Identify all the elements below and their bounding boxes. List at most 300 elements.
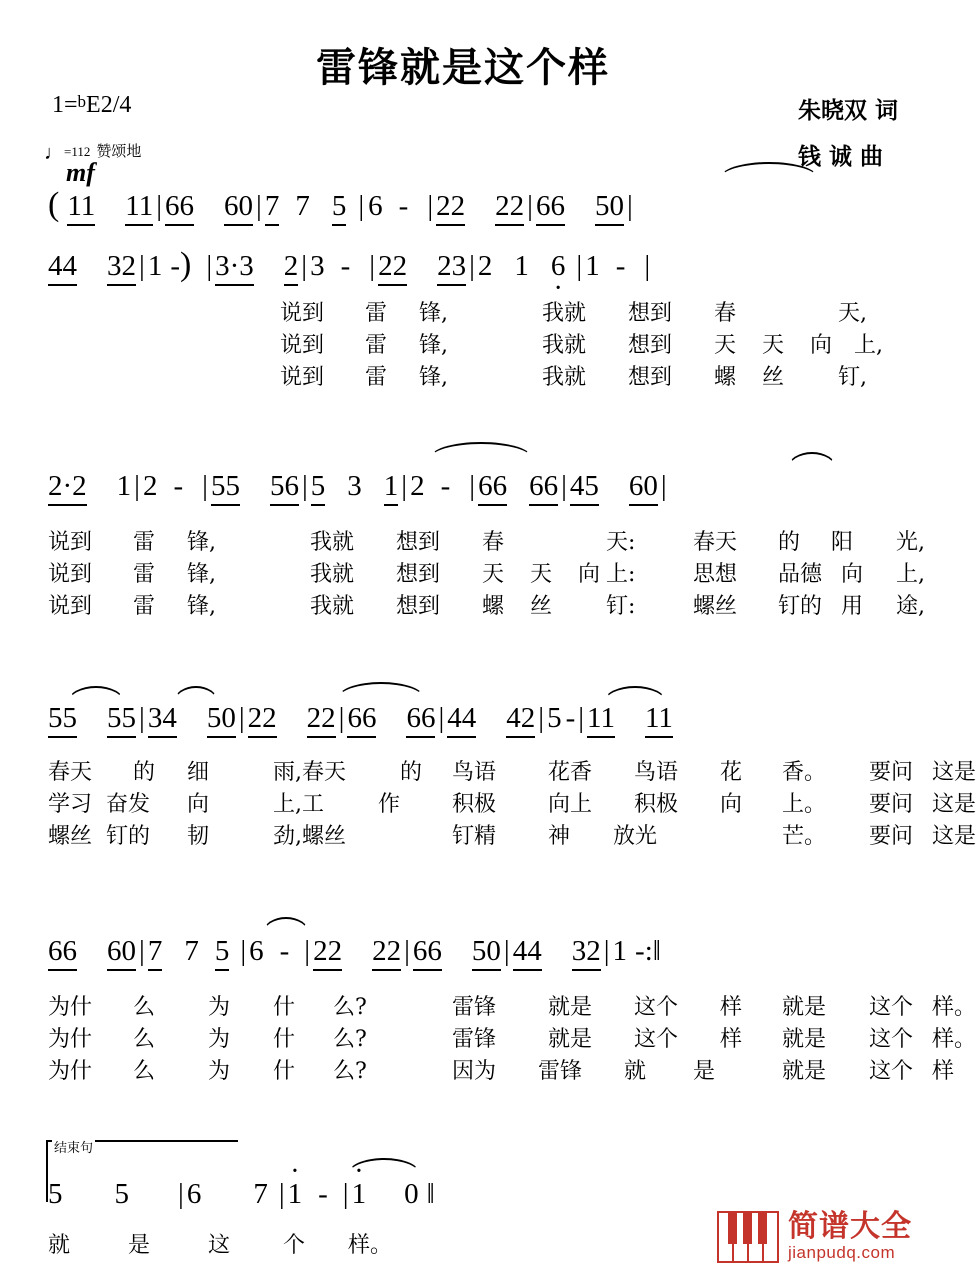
repeat-close-paren: ) xyxy=(179,246,192,283)
note: 2 xyxy=(410,470,425,502)
note: 3 xyxy=(347,470,362,502)
lyric-word: 想到 xyxy=(396,562,441,587)
credits xyxy=(798,88,898,180)
lyric-word: 天 xyxy=(762,333,785,358)
note-group: 44 xyxy=(447,702,476,738)
lyric-word: 钉, xyxy=(838,365,867,390)
note-group: 66 xyxy=(413,935,442,971)
note-group: 22 xyxy=(495,190,524,226)
lyric-word: 香。 xyxy=(782,760,827,785)
barline: | xyxy=(342,1178,349,1210)
note: 7 xyxy=(253,1178,268,1210)
note-group: 22 xyxy=(372,935,401,971)
lyric-word: 这是 xyxy=(932,824,976,849)
lyric-word: 说到 xyxy=(48,562,93,587)
dash: - xyxy=(170,250,180,282)
brand-name-cn: 简谱大全 xyxy=(788,1209,912,1244)
lyric-word: 就 xyxy=(624,1059,647,1084)
barline: | xyxy=(469,250,475,282)
note-group: 7 xyxy=(265,190,280,226)
lyric-word: 就 xyxy=(48,1233,71,1258)
lyric-word: 阳 xyxy=(831,530,854,555)
barline: | xyxy=(576,250,583,282)
barline: | xyxy=(427,190,434,222)
lyric-word: 上,工 xyxy=(273,792,324,817)
barline: | xyxy=(660,470,667,502)
note-group: 55 xyxy=(48,702,77,738)
lyric-word: 这个 xyxy=(634,995,679,1020)
lyric-word: 这个 xyxy=(869,1059,914,1084)
note: 1 xyxy=(147,250,163,282)
slur xyxy=(430,442,532,458)
lyric-word: 为 xyxy=(208,995,231,1020)
lyric-word: 雷 xyxy=(133,530,156,555)
note-group: 11 xyxy=(125,190,153,226)
key-time-signature xyxy=(52,92,131,119)
lyric-word: 我就 xyxy=(310,594,355,619)
lyric-word: 雷锋 xyxy=(538,1059,583,1084)
lyric-word: 螺 xyxy=(482,594,505,619)
lyric-row xyxy=(48,360,908,392)
lyrics-block-3 xyxy=(48,755,976,851)
lyric-word: 要问 xyxy=(869,824,914,849)
lyric-word: 作 xyxy=(378,792,401,817)
lyric-word: 想到 xyxy=(628,333,673,358)
note: 6 xyxy=(186,1178,202,1210)
lyric-word: 说到 xyxy=(280,365,325,390)
lyric-word: 就是 xyxy=(782,995,827,1020)
lyric-word: 向 xyxy=(810,333,833,358)
lyric-word: 鸟语 xyxy=(452,760,497,785)
lyric-word: 想到 xyxy=(396,530,441,555)
lyric-word: 锋, xyxy=(419,301,448,326)
lyric-word: 春天 xyxy=(693,530,738,555)
lyric-word: 雷锋 xyxy=(452,1027,497,1052)
lyric-word: 雷 xyxy=(133,594,156,619)
lyric-word: 积极 xyxy=(452,792,497,817)
note-group: 55 xyxy=(107,702,136,738)
lyric-word: 样。 xyxy=(348,1233,393,1258)
dash: - xyxy=(398,190,409,222)
lyric-word: 么 xyxy=(133,995,156,1020)
note: 1 xyxy=(612,935,628,967)
lyric-word: 钉的 xyxy=(106,824,151,849)
lyric-word: 钉精 xyxy=(452,824,497,849)
lyric-word: 说到 xyxy=(280,333,325,358)
lyric-word: 天 xyxy=(714,333,737,358)
lyric-word: 丝 xyxy=(762,365,785,390)
music-line-5 xyxy=(48,935,898,971)
note-group: 32 xyxy=(107,250,136,286)
lyric-word: 想到 xyxy=(628,365,673,390)
slur xyxy=(68,686,124,702)
lyric-word: 途, xyxy=(896,594,925,619)
lyrics-block-4 xyxy=(48,990,976,1086)
lyric-word: 螺丝 xyxy=(693,594,738,619)
lyric-word: 丝 xyxy=(530,594,553,619)
lyric-word: 雨,春天 xyxy=(273,760,346,785)
barline: | xyxy=(304,935,311,967)
note-group: 44 xyxy=(513,935,542,971)
lyric-word: 就是 xyxy=(782,1027,827,1052)
slur xyxy=(338,682,424,698)
music-line-1 xyxy=(48,186,898,226)
note: 1 xyxy=(585,250,600,282)
lyric-word: 么 xyxy=(133,1027,156,1052)
music-line-2 xyxy=(48,246,898,286)
barline: | xyxy=(404,935,410,967)
lyrics-block-2 xyxy=(48,525,925,621)
lyric-word: 韧 xyxy=(187,824,210,849)
repeat-end: -:‖ xyxy=(635,935,661,967)
note: 2 xyxy=(477,250,493,282)
note: 7 xyxy=(295,190,310,222)
barline: | xyxy=(256,190,262,222)
note: 5 xyxy=(215,935,230,971)
dash: - xyxy=(565,702,576,734)
ending-label: 结束句 xyxy=(52,1137,95,1156)
lyric-word: 什 xyxy=(273,995,296,1020)
barline: | xyxy=(603,935,610,967)
lyric-word: 用 xyxy=(841,594,864,619)
lyric-word: 雷 xyxy=(133,562,156,587)
lyric-word: 上: xyxy=(606,562,636,587)
lyric-word: 向 xyxy=(578,562,601,587)
lyric-word: 上, xyxy=(896,562,925,587)
note-group: 42 xyxy=(506,702,535,738)
lyric-word: 品德 xyxy=(778,562,823,587)
lyric-row xyxy=(48,1022,976,1054)
music-line-3 xyxy=(48,470,898,506)
dash: - xyxy=(615,250,626,282)
lyric-row xyxy=(48,589,925,621)
note-low: 6 · xyxy=(551,250,566,283)
note-high: · 1 xyxy=(288,1178,303,1211)
lyric-word: 钉: xyxy=(606,594,636,619)
note-group: 23 xyxy=(437,250,466,286)
note-group: 55 xyxy=(211,470,240,506)
note-group: 22 xyxy=(248,702,277,738)
lyric-word: 向上 xyxy=(548,792,593,817)
lyric-word: 这个 xyxy=(634,1027,679,1052)
lyric-word: 放光 xyxy=(613,824,658,849)
lyric-word: 天 xyxy=(530,562,553,587)
lyric-word: 我就 xyxy=(542,333,587,358)
lyric-word: 这个 xyxy=(869,1027,914,1052)
barline: | xyxy=(139,935,145,967)
note: 5 xyxy=(114,1178,129,1210)
watermark-logo[interactable] xyxy=(717,1211,912,1263)
note: 5 xyxy=(48,1178,63,1210)
lyric-word: 向 xyxy=(720,792,743,817)
barline: | xyxy=(527,190,533,222)
lyric-word: 就是 xyxy=(548,995,593,1020)
barline: | xyxy=(369,250,376,282)
lyric-word: 为什 xyxy=(48,995,93,1020)
lyric-word: 锋, xyxy=(187,594,216,619)
lyric-word: 么? xyxy=(333,995,367,1020)
lyric-word: 我就 xyxy=(310,562,355,587)
time-signature: 2/4 xyxy=(100,92,132,118)
piano-keys-icon xyxy=(717,1211,779,1263)
note-group: 60 xyxy=(224,190,253,226)
barline: | xyxy=(626,190,633,222)
note: | xyxy=(358,190,365,222)
slur xyxy=(788,452,836,468)
note: 6 xyxy=(368,190,383,222)
lyric-word: 的 xyxy=(133,760,156,785)
note-high: · 1 xyxy=(352,1178,367,1211)
note-group: 2·2 xyxy=(48,470,87,506)
dash: - xyxy=(318,1178,328,1210)
barline: | xyxy=(644,250,651,282)
lyric-word: 春 xyxy=(482,530,505,555)
lyric-word: 说到 xyxy=(48,530,93,555)
lyric-word: 样 xyxy=(720,1027,743,1052)
barline: | xyxy=(578,702,585,734)
dash: - xyxy=(340,250,351,282)
lyric-word: 学习 xyxy=(48,792,93,817)
lyric-word: 光, xyxy=(896,530,925,555)
note-group: 50 xyxy=(472,935,501,971)
note-group: 22 xyxy=(307,702,336,738)
lyric-word: 我就 xyxy=(310,530,355,555)
note-group: 11 xyxy=(587,702,615,738)
music-line-4 xyxy=(48,702,898,738)
note-group: 60 xyxy=(107,935,136,971)
note-group: 66 xyxy=(478,470,507,506)
lyric-word: 的 xyxy=(778,530,801,555)
lyric-word: 这 xyxy=(208,1233,231,1258)
lyric-word: 想到 xyxy=(396,594,441,619)
lyric-word: 为什 xyxy=(48,1027,93,1052)
note: 1 xyxy=(116,470,132,502)
lyric-row xyxy=(48,1054,955,1086)
barline: | xyxy=(561,470,567,502)
barline: | xyxy=(178,1178,184,1210)
note: 7 xyxy=(184,935,199,967)
lyric-word: 钉的 xyxy=(778,594,823,619)
barline: | xyxy=(202,470,208,502)
lyric-word: 是 xyxy=(128,1233,151,1258)
barline: | xyxy=(139,702,145,734)
rest: 0 xyxy=(404,1178,419,1210)
lyric-word: 向 xyxy=(187,792,210,817)
quarter-note-icon: ♩ xyxy=(44,142,64,164)
lyricist-credit: 朱晓双 词 xyxy=(797,97,898,124)
lyric-word: 什 xyxy=(273,1059,296,1084)
lyric-word: 积极 xyxy=(634,792,679,817)
barline: | xyxy=(240,935,247,967)
lyric-word: 螺丝 xyxy=(48,824,93,849)
lyric-word: 就是 xyxy=(782,1059,827,1084)
barline: | xyxy=(139,250,145,282)
note-group: 22 xyxy=(378,250,407,286)
lyric-word: 春 xyxy=(714,301,737,326)
lyric-row xyxy=(48,296,908,328)
lyric-word: 奋发 xyxy=(106,792,151,817)
note: 2 xyxy=(142,470,158,502)
note-group: 22 xyxy=(313,935,342,971)
lyric-word: 么? xyxy=(333,1027,367,1052)
music-line-6 xyxy=(48,1178,898,1211)
note-group: 66 xyxy=(529,470,558,506)
lyric-word: 天, xyxy=(838,301,867,326)
note-group: 34 xyxy=(148,702,177,738)
note-group: 44 xyxy=(48,250,77,286)
note: 7 xyxy=(148,935,163,971)
lyric-word: 就是 xyxy=(548,1027,593,1052)
note-group: 66 xyxy=(536,190,565,226)
lyric-word: 样 xyxy=(932,1059,955,1084)
slur xyxy=(604,686,666,702)
lyric-word: 个 xyxy=(283,1233,306,1258)
lyric-word: 花 xyxy=(720,760,743,785)
lyric-word: 因为 xyxy=(452,1059,497,1084)
lyric-row xyxy=(48,787,976,819)
note-group: 50 xyxy=(595,190,624,226)
lyric-word: 上。 xyxy=(782,792,827,817)
barline: | xyxy=(469,470,476,502)
lyric-word: 雷 xyxy=(365,333,388,358)
lyric-row xyxy=(48,525,925,557)
note-group: 66 xyxy=(406,702,435,738)
note-group: 66 xyxy=(48,935,77,971)
lyric-word: 春天 xyxy=(48,760,93,785)
slur xyxy=(174,686,218,702)
lyric-word: 螺 xyxy=(714,365,737,390)
lyric-word: 细 xyxy=(187,760,210,785)
barline: | xyxy=(338,702,345,734)
note: 3 xyxy=(310,250,325,282)
lyric-word: 我就 xyxy=(542,365,587,390)
lyric-row xyxy=(48,755,976,787)
lyric-row xyxy=(48,990,976,1022)
repeat-open-paren: ( xyxy=(48,186,60,223)
note: 2 xyxy=(284,250,299,286)
lyric-word: 为 xyxy=(208,1027,231,1052)
lyric-word: 要问 xyxy=(869,760,914,785)
note-group: 32 xyxy=(572,935,601,971)
lyric-word: 说到 xyxy=(280,301,325,326)
lyric-word: 什 xyxy=(273,1027,296,1052)
lyric-word: 这个 xyxy=(869,995,914,1020)
note-group: 66 xyxy=(165,190,194,226)
note-group: 11 xyxy=(67,190,95,226)
lyric-word: 雷 xyxy=(365,301,388,326)
note: 5 xyxy=(332,190,347,226)
lyric-word: 的 xyxy=(400,760,423,785)
lyric-row xyxy=(48,557,925,589)
lyric-word: 思想 xyxy=(693,562,738,587)
lyric-word: 芒。 xyxy=(782,824,827,849)
dash: - xyxy=(279,935,290,967)
note-group: 11 xyxy=(645,702,673,738)
barline: | xyxy=(301,470,308,502)
barline: | xyxy=(438,702,445,734)
barline: | xyxy=(238,702,245,734)
lyric-word: 锋, xyxy=(419,333,448,358)
lyrics-block-1 xyxy=(48,296,908,392)
lyric-word: 为 xyxy=(208,1059,231,1084)
barline: | xyxy=(538,702,545,734)
barline: | xyxy=(301,250,308,282)
barline: | xyxy=(503,935,510,967)
lyric-word: 么 xyxy=(133,1059,156,1084)
lyric-word: 这是 xyxy=(932,792,976,817)
lyric-word: 为什 xyxy=(48,1059,93,1084)
barline: | xyxy=(134,470,140,502)
lyric-word: 雷 xyxy=(365,365,388,390)
lyric-word: 样。 xyxy=(932,995,976,1020)
lyric-word: 天: xyxy=(606,530,636,555)
note: 1 xyxy=(384,470,399,506)
barline: | xyxy=(156,190,163,222)
note-group: 50 xyxy=(207,702,236,738)
note-group: 56 xyxy=(270,470,299,506)
dash: - xyxy=(173,470,184,502)
barline: | xyxy=(401,470,408,502)
lyric-row xyxy=(48,819,976,851)
lyric-word: 神 xyxy=(548,824,571,849)
composer-credit: 钱 诚 曲 xyxy=(797,143,883,170)
lyric-word: 样。 xyxy=(932,1027,976,1052)
lyric-word: 劲,螺丝 xyxy=(273,824,346,849)
flat-sign: b xyxy=(77,92,87,111)
note: 1 xyxy=(514,250,529,282)
brand-url: jianpudq.com xyxy=(788,1243,896,1262)
lyric-word: 向 xyxy=(841,562,864,587)
note-group: 66 xyxy=(347,702,376,738)
lyric-word: 上, xyxy=(854,333,883,358)
barline: | xyxy=(278,1178,285,1210)
mood-marking: 赞颂地 xyxy=(96,144,142,160)
lyric-word: 雷锋 xyxy=(452,995,497,1020)
note: 5 xyxy=(547,702,562,734)
key-letter: E xyxy=(86,92,101,118)
note: 6 xyxy=(249,935,264,967)
slur xyxy=(263,917,309,933)
note-group: 45 xyxy=(570,470,599,506)
lyric-word: 我就 xyxy=(542,301,587,326)
note-group: 3·3 xyxy=(215,250,254,286)
tempo-value: =112 xyxy=(64,144,91,159)
final-barline: ‖ xyxy=(426,1178,435,1210)
lyric-word: 鸟语 xyxy=(634,760,679,785)
lyric-word: 说到 xyxy=(48,594,93,619)
dynamic-marking: mf xyxy=(66,158,95,187)
lyric-word: 天 xyxy=(482,562,505,587)
lyric-row xyxy=(48,328,908,360)
lyric-word: 么? xyxy=(333,1059,367,1084)
lyric-word: 锋, xyxy=(187,530,216,555)
lyric-word: 锋, xyxy=(187,562,216,587)
lyric-word: 样 xyxy=(720,995,743,1020)
lyric-word: 是 xyxy=(693,1059,716,1084)
page-title: 雷锋就是这个样 xyxy=(316,44,610,91)
note: 5 xyxy=(311,470,326,506)
lyric-word: 花香 xyxy=(548,760,593,785)
lyric-word: 这是 xyxy=(932,760,976,785)
key-label: 1= xyxy=(52,92,78,118)
lyric-word: 想到 xyxy=(628,301,673,326)
note-group: 22 xyxy=(436,190,465,226)
barline: | xyxy=(206,250,213,282)
lyric-word: 锋, xyxy=(419,365,448,390)
dash: - xyxy=(440,470,451,502)
lyric-word: 要问 xyxy=(869,792,914,817)
note-group: 60 xyxy=(629,470,658,506)
